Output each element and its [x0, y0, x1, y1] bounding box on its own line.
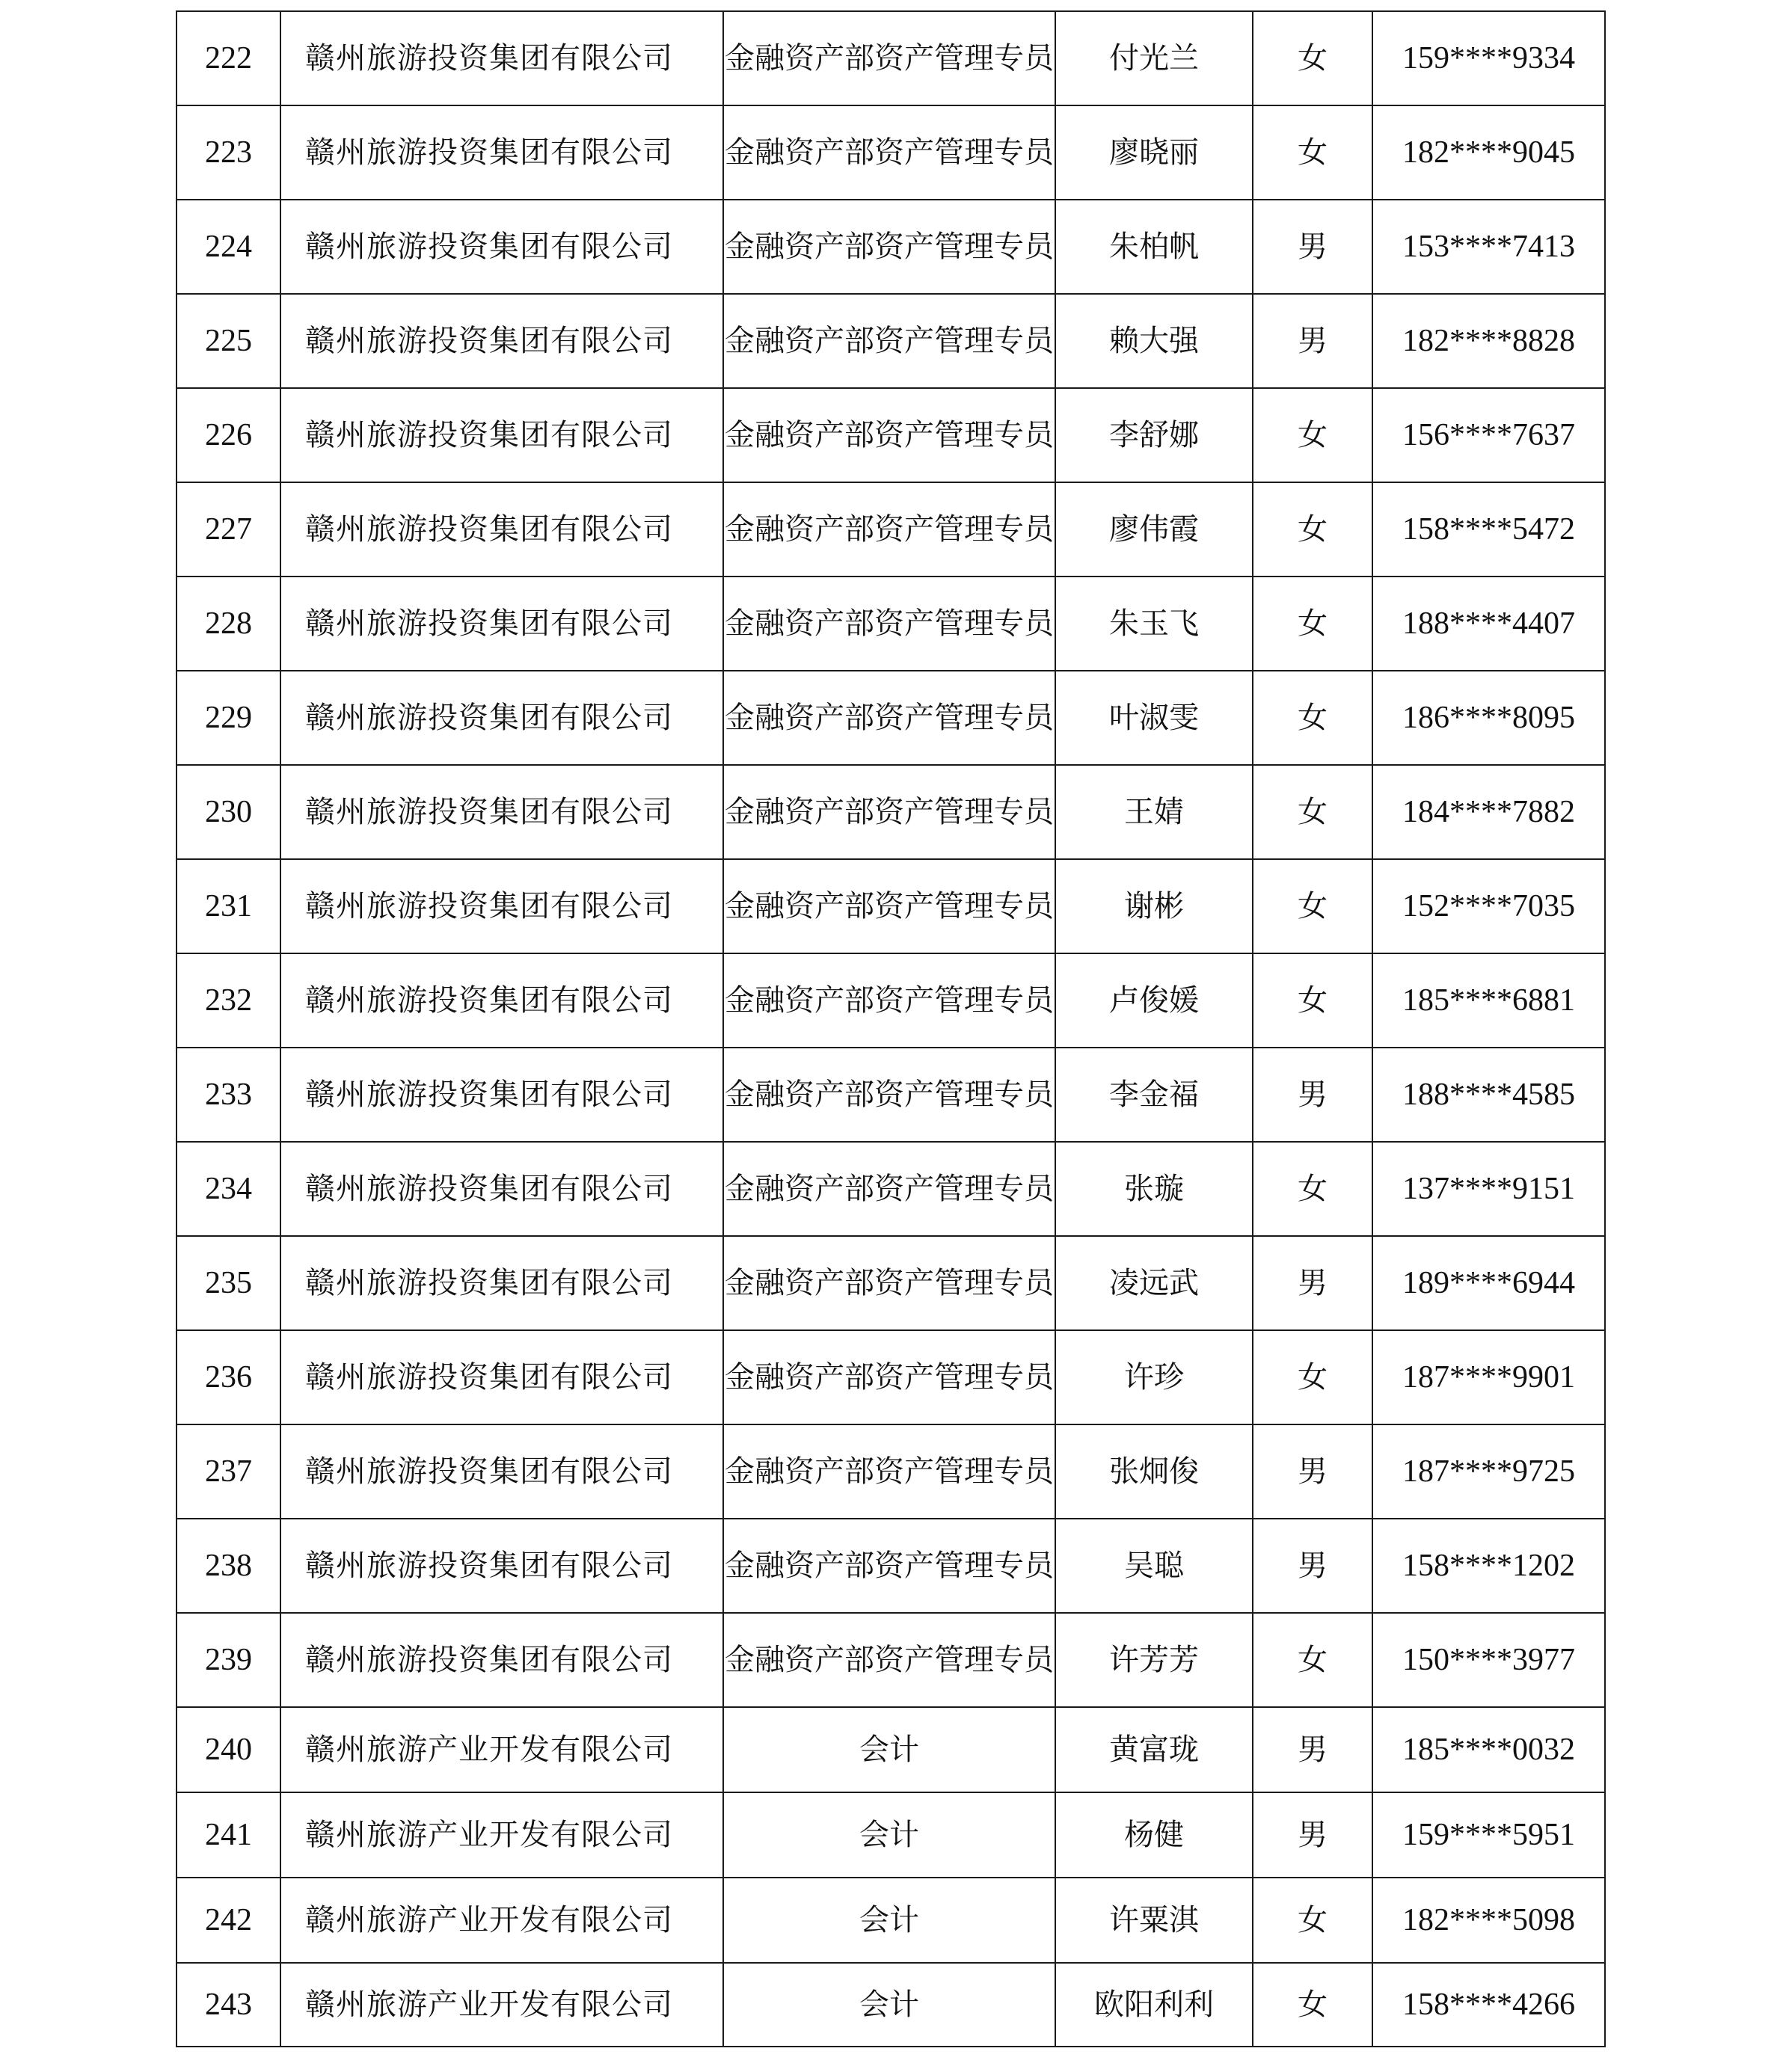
applicant-name: 谢彬 [1055, 859, 1253, 953]
applicant-gender: 女 [1253, 577, 1372, 671]
applicant-name: 许珍 [1055, 1330, 1253, 1424]
applicant-gender: 女 [1253, 1330, 1372, 1424]
company-name: 赣州旅游投资集团有限公司 [280, 859, 723, 953]
position-title: 金融资产部资产管理专员 [723, 105, 1055, 200]
position-title: 金融资产部资产管理专员 [723, 953, 1055, 1048]
applicant-gender: 男 [1253, 1048, 1372, 1142]
phone-number: 187****9725 [1372, 1424, 1605, 1519]
row-number: 226 [177, 388, 280, 482]
applicant-gender: 男 [1253, 1707, 1372, 1792]
applicant-gender: 女 [1253, 765, 1372, 859]
company-name: 赣州旅游产业开发有限公司 [280, 1963, 723, 2047]
row-number: 242 [177, 1878, 280, 1963]
company-name: 赣州旅游产业开发有限公司 [280, 1707, 723, 1792]
row-number: 225 [177, 294, 280, 388]
row-number: 233 [177, 1048, 280, 1142]
position-title: 金融资产部资产管理专员 [723, 11, 1055, 105]
applicant-name: 欧阳利利 [1055, 1963, 1253, 2047]
position-title: 金融资产部资产管理专员 [723, 1613, 1055, 1707]
phone-number: 150****3977 [1372, 1613, 1605, 1707]
company-name: 赣州旅游投资集团有限公司 [280, 294, 723, 388]
row-number: 224 [177, 200, 280, 294]
applicant-name: 朱玉飞 [1055, 577, 1253, 671]
position-title: 会计 [723, 1707, 1055, 1792]
table-row [177, 671, 1605, 765]
phone-number: 158****4266 [1372, 1963, 1605, 2047]
position-title: 金融资产部资产管理专员 [723, 482, 1055, 577]
table-row [177, 577, 1605, 671]
applicant-name: 王婧 [1055, 765, 1253, 859]
applicant-name: 廖伟霞 [1055, 482, 1253, 577]
table-row [177, 294, 1605, 388]
row-number: 237 [177, 1424, 280, 1519]
phone-number: 182****8828 [1372, 294, 1605, 388]
table-row [177, 482, 1605, 577]
applicant-gender: 男 [1253, 200, 1372, 294]
row-number: 231 [177, 859, 280, 953]
table-row [177, 1330, 1605, 1424]
table-row [177, 1236, 1605, 1330]
phone-number: 188****4407 [1372, 577, 1605, 671]
applicant-name: 朱柏帆 [1055, 200, 1253, 294]
position-title: 金融资产部资产管理专员 [723, 1048, 1055, 1142]
row-number: 234 [177, 1142, 280, 1236]
phone-number: 185****6881 [1372, 953, 1605, 1048]
applicant-gender: 女 [1253, 859, 1372, 953]
applicant-gender: 男 [1253, 1236, 1372, 1330]
applicant-gender: 女 [1253, 1963, 1372, 2047]
company-name: 赣州旅游投资集团有限公司 [280, 1236, 723, 1330]
applicant-name: 张璇 [1055, 1142, 1253, 1236]
row-number: 240 [177, 1707, 280, 1792]
row-number: 243 [177, 1963, 280, 2047]
row-number: 241 [177, 1792, 280, 1878]
table-row [177, 11, 1605, 105]
applicant-gender: 女 [1253, 671, 1372, 765]
applicant-gender: 女 [1253, 482, 1372, 577]
table-row [177, 765, 1605, 859]
position-title: 金融资产部资产管理专员 [723, 671, 1055, 765]
applicant-gender: 男 [1253, 1519, 1372, 1613]
company-name: 赣州旅游产业开发有限公司 [280, 1878, 723, 1963]
applicant-name: 许粟淇 [1055, 1878, 1253, 1963]
company-name: 赣州旅游投资集团有限公司 [280, 388, 723, 482]
phone-number: 159****5951 [1372, 1792, 1605, 1878]
phone-number: 153****7413 [1372, 200, 1605, 294]
applicant-name: 李金福 [1055, 1048, 1253, 1142]
applicant-gender: 女 [1253, 1613, 1372, 1707]
applicant-gender: 男 [1253, 294, 1372, 388]
table-body [177, 11, 1605, 2047]
applicant-name: 廖晓丽 [1055, 105, 1253, 200]
table-row [177, 859, 1605, 953]
table-row [177, 1048, 1605, 1142]
phone-number: 158****5472 [1372, 482, 1605, 577]
row-number: 222 [177, 11, 280, 105]
row-number: 239 [177, 1613, 280, 1707]
phone-number: 182****5098 [1372, 1878, 1605, 1963]
applicant-gender: 女 [1253, 1142, 1372, 1236]
table-row [177, 1424, 1605, 1519]
applicant-name: 杨健 [1055, 1792, 1253, 1878]
table-row [177, 200, 1605, 294]
phone-number: 159****9334 [1372, 11, 1605, 105]
position-title: 金融资产部资产管理专员 [723, 388, 1055, 482]
phone-number: 182****9045 [1372, 105, 1605, 200]
applicant-name: 李舒娜 [1055, 388, 1253, 482]
table-row [177, 953, 1605, 1048]
applicant-gender: 女 [1253, 388, 1372, 482]
phone-number: 185****0032 [1372, 1707, 1605, 1792]
applicant-gender: 女 [1253, 105, 1372, 200]
applicant-name: 卢俊媛 [1055, 953, 1253, 1048]
applicant-name: 许芳芳 [1055, 1613, 1253, 1707]
applicant-gender: 女 [1253, 953, 1372, 1048]
row-number: 230 [177, 765, 280, 859]
company-name: 赣州旅游投资集团有限公司 [280, 1424, 723, 1519]
company-name: 赣州旅游投资集团有限公司 [280, 482, 723, 577]
table-row [177, 1963, 1605, 2047]
row-number: 228 [177, 577, 280, 671]
position-title: 金融资产部资产管理专员 [723, 859, 1055, 953]
applicant-name: 凌远武 [1055, 1236, 1253, 1330]
applicant-name: 吴聪 [1055, 1519, 1253, 1613]
company-name: 赣州旅游投资集团有限公司 [280, 1613, 723, 1707]
phone-number: 137****9151 [1372, 1142, 1605, 1236]
position-title: 金融资产部资产管理专员 [723, 1142, 1055, 1236]
phone-number: 152****7035 [1372, 859, 1605, 953]
position-title: 金融资产部资产管理专员 [723, 1519, 1055, 1613]
phone-number: 184****7882 [1372, 765, 1605, 859]
table-row [177, 1519, 1605, 1613]
table-row [177, 1878, 1605, 1963]
phone-number: 187****9901 [1372, 1330, 1605, 1424]
position-title: 金融资产部资产管理专员 [723, 1236, 1055, 1330]
row-number: 227 [177, 482, 280, 577]
row-number: 235 [177, 1236, 280, 1330]
applicant-name: 黄富珑 [1055, 1707, 1253, 1792]
applicant-gender: 女 [1253, 11, 1372, 105]
company-name: 赣州旅游投资集团有限公司 [280, 11, 723, 105]
row-number: 236 [177, 1330, 280, 1424]
company-name: 赣州旅游投资集团有限公司 [280, 105, 723, 200]
company-name: 赣州旅游投资集团有限公司 [280, 765, 723, 859]
table-row [177, 388, 1605, 482]
company-name: 赣州旅游投资集团有限公司 [280, 1519, 723, 1613]
position-title: 金融资产部资产管理专员 [723, 577, 1055, 671]
applicant-name: 张炯俊 [1055, 1424, 1253, 1519]
table-row [177, 1707, 1605, 1792]
company-name: 赣州旅游投资集团有限公司 [280, 577, 723, 671]
table-row [177, 105, 1605, 200]
applicant-gender: 男 [1253, 1424, 1372, 1519]
applicant-table [176, 10, 1606, 2047]
position-title: 金融资产部资产管理专员 [723, 1424, 1055, 1519]
position-title: 金融资产部资产管理专员 [723, 294, 1055, 388]
row-number: 238 [177, 1519, 280, 1613]
row-number: 232 [177, 953, 280, 1048]
applicant-gender: 男 [1253, 1792, 1372, 1878]
company-name: 赣州旅游投资集团有限公司 [280, 1048, 723, 1142]
position-title: 金融资产部资产管理专员 [723, 200, 1055, 294]
company-name: 赣州旅游投资集团有限公司 [280, 1142, 723, 1236]
position-title: 会计 [723, 1792, 1055, 1878]
position-title: 金融资产部资产管理专员 [723, 1330, 1055, 1424]
applicant-name: 叶淑雯 [1055, 671, 1253, 765]
table-row [177, 1142, 1605, 1236]
row-number: 223 [177, 105, 280, 200]
company-name: 赣州旅游投资集团有限公司 [280, 671, 723, 765]
table-row [177, 1792, 1605, 1878]
phone-number: 189****6944 [1372, 1236, 1605, 1330]
applicant-gender: 女 [1253, 1878, 1372, 1963]
position-title: 金融资产部资产管理专员 [723, 765, 1055, 859]
phone-number: 186****8095 [1372, 671, 1605, 765]
applicant-name: 付光兰 [1055, 11, 1253, 105]
company-name: 赣州旅游投资集团有限公司 [280, 1330, 723, 1424]
company-name: 赣州旅游投资集团有限公司 [280, 200, 723, 294]
position-title: 会计 [723, 1963, 1055, 2047]
phone-number: 188****4585 [1372, 1048, 1605, 1142]
phone-number: 156****7637 [1372, 388, 1605, 482]
company-name: 赣州旅游投资集团有限公司 [280, 953, 723, 1048]
phone-number: 158****1202 [1372, 1519, 1605, 1613]
position-title: 会计 [723, 1878, 1055, 1963]
applicant-name: 赖大强 [1055, 294, 1253, 388]
table-row [177, 1613, 1605, 1707]
company-name: 赣州旅游产业开发有限公司 [280, 1792, 723, 1878]
row-number: 229 [177, 671, 280, 765]
